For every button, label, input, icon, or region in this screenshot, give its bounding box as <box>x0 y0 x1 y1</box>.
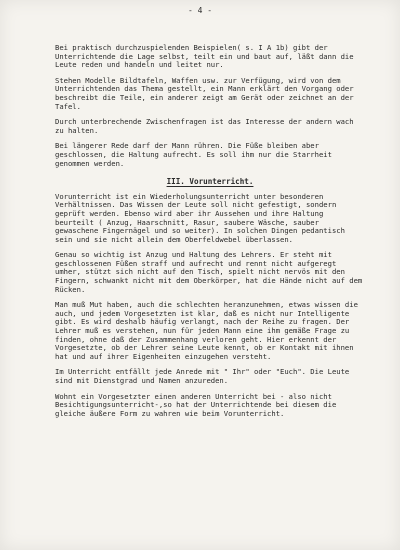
paragraph: Genau so wichtig ist Anzug und Haltung des Lehrers. Er steht mit geschlossenen Füßen straff und aufrecht und rennt nicht aufgeregt umher, stützt sich nicht auf den Tisch, spielt nicht nervös mit den Fingern, schwankt nicht mit dem Oberkörper, hat die Hände nicht auf dem Rücken. <box>55 250 363 294</box>
paragraph: Vorunterricht ist ein Wiederholungsunterricht unter besonderen Verhältnissen. Das Wissen der Leute soll nicht gefestigt, sondern geprüft werden. Ebenso wird aber ihr Aussehen und ihre Haltung beurteilt ( Anzug, Haarschnitt, Rasur, saubere Wäsche, sauber gewaschene Fingernägel und so weiter). In solchen Dingen pedantisch sein und sie nicht allein dem Oberfeldwebel überlassen. <box>55 191 345 244</box>
section-heading: III. Vorunterricht. <box>166 177 254 187</box>
paragraph: Bei praktisch durchzuspielenden Beispielen( s. I A 1b) gibt der Unterrichtende die Lage selbst, teilt ein und baut auf, läßt dann die Leute reden und handeln und leitet nur. <box>55 43 354 70</box>
paragraph: Bei längerer Rede darf der Mann rühren. Die Füße bleiben aber geschlossen, die Haltung aufrecht. Es soll ihm nur die Starrheit genommen werden. <box>55 141 332 168</box>
paragraph: Man muß Mut haben, auch die schlechten heranzunehmen, etwas wissen die auch, und jedem Vorgesetzten ist klar, daß es nicht nur Intelligente gibt. Es wird deshalb häufig verlangt, nach der Reihe zu fragen. Der Lehrer muß es verstehen, nun für jeden Mann eine ihm gemäße Frage zu finden, ohne daß der Zusammenhang verloren geht. Hier erkennt der Vorgesetzte, ob der Lehrer seine Leute kennt, ob er Kontakt mit ihnen hat und auf ihrer Eigenheiten einzugehen versteht. <box>55 300 358 361</box>
page-number: - 4 - <box>187 6 213 15</box>
paragraph: Im Unterricht entfällt jede Anrede mit " Ihr" oder "Euch". Die Leute sind mit Dienstgrad und Namen anzureden. <box>55 367 350 385</box>
paragraph: Wohnt ein Vorgesetzter einen anderen Unterricht bei - also nicht Besichtigungsunterricht-,so hat der Unterrichtende bei diesem die gleiche äußere Form zu wahren wie beim Vorunterricht. <box>55 391 337 418</box>
paragraph: Stehen Modelle Bildtafeln, Waffen usw. zur Verfügung, wird von dem Unterrichtenden das Thema gestellt, ein Mann erklärt den Vorgang oder beschreibt die Teile, ein anderer zeigt am Gerät oder zeichnet an der Tafel. <box>55 75 354 111</box>
paragraph: Durch unterbrechende Zwischenfragen ist das Interesse der andern wach zu halten. <box>55 117 354 135</box>
document-body <box>55 44 365 425</box>
